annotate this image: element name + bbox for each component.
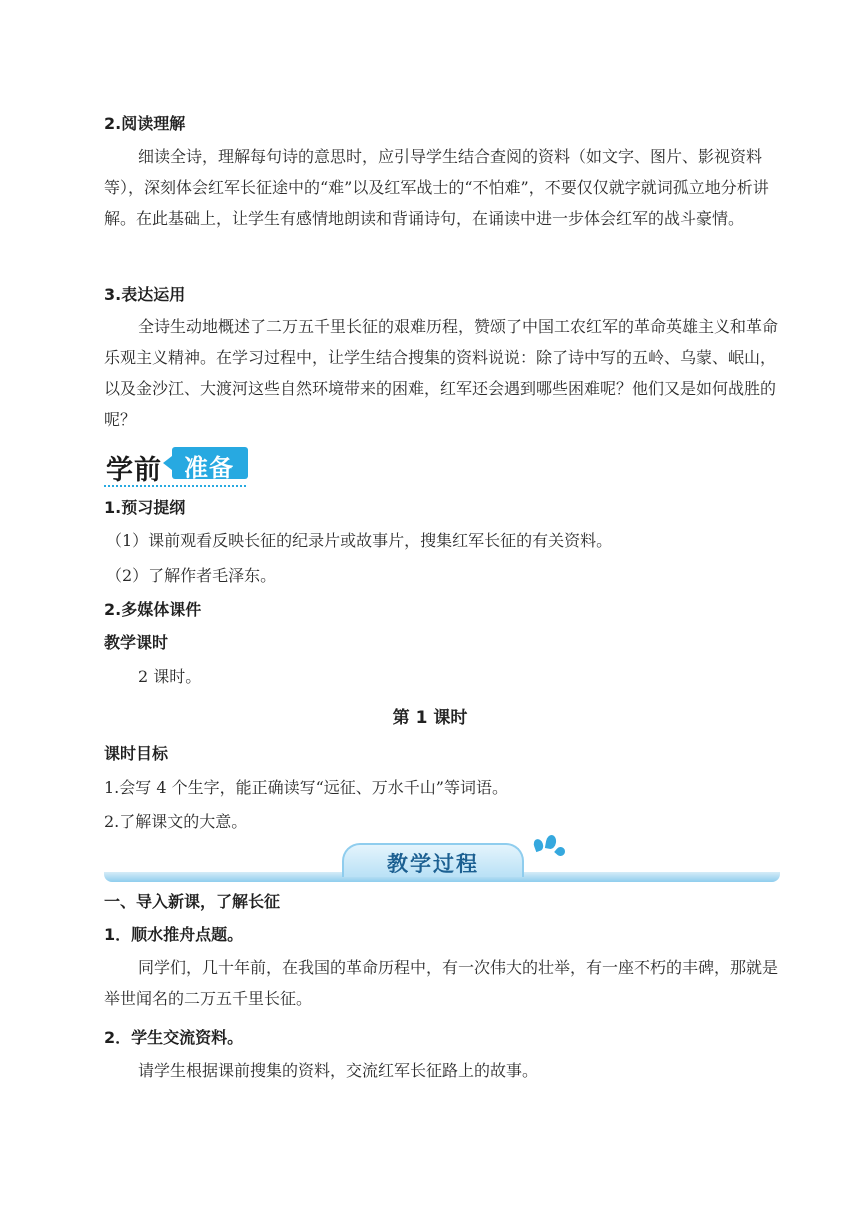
reading-body: 细读全诗，理解每句诗的意思时，应引导学生结合查阅的资料（如文字、图片、影视资料等），深刻体会红军长征途中的“难”以及红军战士的“不怕难”，不要仅仅就字就词孤立地分析讲解。在此基础上，让学生有感情地朗读和背诵诗句，在诵读中进一步体会红军的战斗豪情。 [104,147,769,228]
media-heading: 2.多媒体课件 [104,600,202,619]
goal-heading: 课时目标 [104,744,169,763]
prep-banner-right: 准备 [184,454,234,482]
part1-heading: 一、导入新课，了解长征 [104,892,281,911]
process-banner [104,835,780,887]
reading-heading: 2.阅读理解 [104,114,186,133]
step1-heading: 1．顺水推舟点题。 [104,925,244,944]
step1-body: 同学们，几十年前，在我国的革命历程中，有一次伟大的壮举，有一座不朽的丰碑，那就是举世闻名的二万五千里长征。 [104,958,779,1008]
hours-value: 2 课时。 [138,667,202,686]
preview-heading: 1.预习提纲 [104,498,186,517]
process-banner-tab [342,843,524,877]
goal-item: 2.了解课文的大意。 [104,812,248,831]
express-heading: 3.表达运用 [104,285,186,304]
prep-banner [102,445,252,485]
lesson-title: 第 1 课时 [392,708,468,728]
step2-paragraph [104,1055,779,1086]
reading-paragraph [104,141,779,234]
express-paragraph [104,311,779,435]
step2-heading: 2．学生交流资料。 [104,1028,244,1047]
water-drops-icon [532,835,568,865]
process-banner-text: 教学过程 [387,852,479,876]
step2-body: 请学生根据课前搜集的资料，交流红军长征路上的故事。 [138,1061,539,1080]
preview-item: （1）课前观看反映长征的纪录片或故事片，搜集红军长征的有关资料。 [106,531,613,550]
preview-item: （2）了解作者毛泽东。 [106,566,277,585]
prep-banner-underline [104,485,246,487]
goal-item: 1.会写 4 个生字，能正确读写“远征、万水千山”等词语。 [104,778,508,797]
step1-paragraph [104,952,779,1014]
express-body: 全诗生动地概述了二万五千里长征的艰难历程，赞颂了中国工农红军的革命英雄主义和革命乐观主义精神。在学习过程中，让学生结合搜集的资料说说：除了诗中写的五岭、乌蒙、岷山，以及金沙江、大渡河这些自然环境带来的困难，红军还会遇到哪些困难呢？他们又是如何战胜的呢？ [104,317,779,429]
hours-heading: 教学课时 [104,633,169,652]
prep-banner-left: 学前 [106,455,162,486]
